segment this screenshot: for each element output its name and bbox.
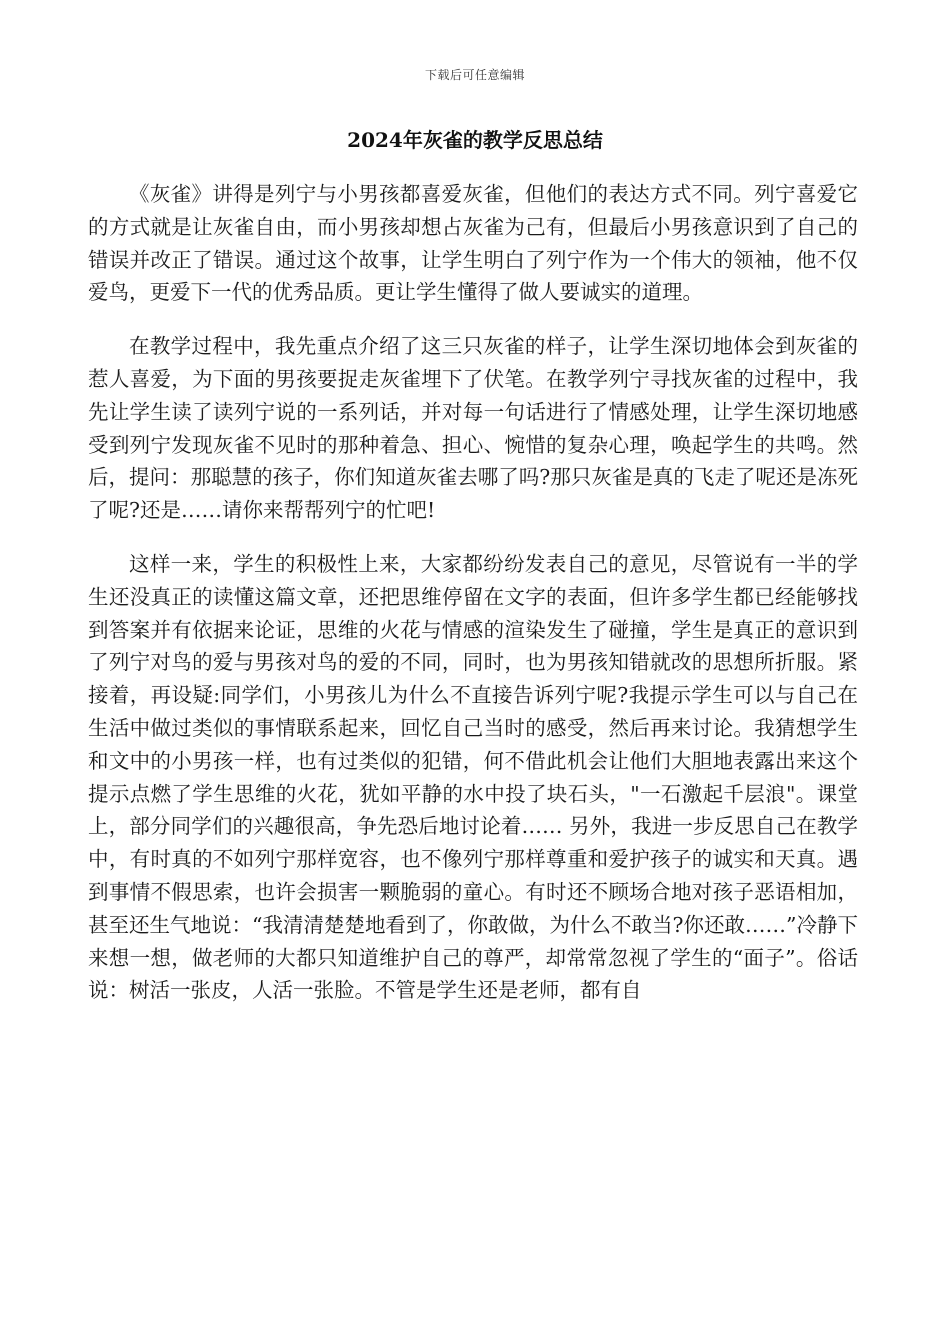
paragraph-2: 在教学过程中，我先重点介绍了这三只灰雀的样子，让学生深切地体会到灰雀的惹人喜爱，为下面的男孩要捉走灰雀埋下了伏笔。在教学列宁寻找灰雀的过程中，我先让学生读了读列宁说的一系列话，并对每一句话进行了情感处理，让学生深切地感受到列宁发现灰雀不见时的那种着急、担心、惋惜的复杂心理，唤起学生的共鸣。然后，提问：那聪慧的孩子，你们知道灰雀去哪了吗?那只灰雀是真的飞走了呢还是冻死了呢?还是……请你来帮帮列宁的忙吧! <box>88 334 858 523</box>
document-body <box>88 178 858 1028</box>
header-note: 下载后可任意编辑 <box>424 68 525 82</box>
document-title: 2024年灰雀的教学反思总结 <box>347 128 603 152</box>
paragraph-1: 《灰雀》讲得是列宁与小男孩都喜爱灰雀，但他们的表达方式不同。列宁喜爱它的方式就是让灰雀自由，而小男孩却想占灰雀为己有，但最后小男孩意识到了自己的错误并改正了错误。通过这个故事，让学生明白了列宁作为一个伟大的领袖，他不仅爱鸟，更爱下一代的优秀品质。更让学生懂得了做人要诚实的道理。 <box>88 182 858 305</box>
paragraph-3: 这样一来，学生的积极性上来，大家都纷纷发表自己的意见，尽管说有一半的学生还没真正的读懂这篇文章，还把思维停留在文字的表面，但许多学生都已经能够找到答案并有依据来论证，思维的火花与情感的渲染发生了碰撞，学生是真正的意识到了列宁对鸟的爱与男孩对鸟的爱的不同，同时，也为男孩知错就改的思想所折服。紧接着，再设疑:同学们，小男孩儿为什么不直接告诉列宁呢?我提示学生可以与自己在生活中做过类似的事情联系起来，回忆自己当时的感受，然后再来讨论。我猜想学生和文中的小男孩一样，也有过类似的犯错，何不借此机会让他们大胆地表露出来这个提示点燃了学生思维的火花，犹如平静的水中投了块石头，"一石激起千层浪"。课堂上，部分同学们的兴趣很高，争先恐后地讨论着…… 另外，我进一步反思自己在教学中，有时真的不如列宁那样宽容，也不像列宁那样尊重和爱护孩子的诚实和天真。遇到事情不假思索，也许会损害一颗脆弱的童心。有时还不顾场合地对孩子恶语相加，甚至还生气地说：“我清清楚楚地看到了，你敢做，为什么不敢当?你还敢……”冷静下来想一想，做老师的大都只知道维护自己的尊严，却常常忽视了学生的“面子”。俗话说：树活一张皮，人活一张脸。不管是学生还是老师，都有自 <box>88 551 858 1003</box>
